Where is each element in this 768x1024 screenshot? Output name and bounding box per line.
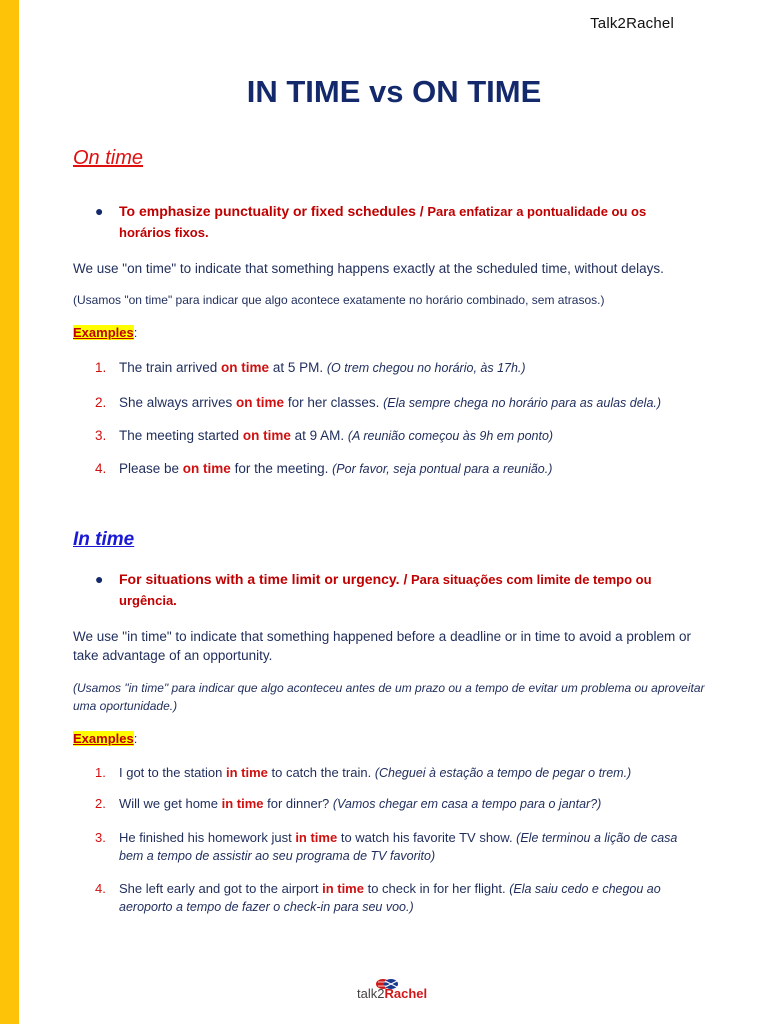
example-text: He finished his homework just — [119, 830, 296, 845]
example-translation: (O trem chegou no horário, às 17h.) — [326, 361, 526, 375]
bullet-translation: Para situações com limite de tempo ou urgência. — [119, 572, 652, 608]
list-item — [95, 880, 705, 916]
footer-logo — [357, 978, 437, 1008]
example-text: at 5 PM. — [269, 360, 327, 375]
example-translation: (Vamos chegar em casa a tempo para o jantar?) — [332, 797, 602, 811]
list-number: 1. — [95, 360, 107, 375]
list-number: 2. — [95, 395, 107, 410]
example-keyword: on time — [182, 461, 231, 476]
list-number: 3. — [95, 830, 106, 845]
list-item — [95, 460, 705, 478]
list-item — [95, 359, 705, 377]
list-item — [95, 394, 705, 412]
example-text: to catch the train. — [267, 765, 375, 780]
examples-label-in-time: Examples: — [73, 731, 138, 746]
bullet-translation: Para enfatizar a pontualidade ou os horários fixos. — [119, 204, 647, 240]
list-item — [95, 427, 705, 445]
example-translation: (Por favor, seja pontual para a reunião.) — [332, 462, 553, 476]
example-text: The meeting started — [119, 428, 243, 443]
example-text: Will we get home — [119, 796, 222, 811]
example-keyword: on time — [236, 395, 285, 410]
examples-label-on-time: Examples: — [73, 325, 138, 340]
list-number: 2. — [95, 796, 106, 811]
example-text: I got to the station — [119, 765, 226, 780]
example-text: The train arrived — [119, 360, 222, 375]
logo-text-part1: talk2 — [357, 986, 385, 1001]
example-text: She always arrives — [119, 395, 237, 410]
bullet-dot-icon: ● — [95, 571, 104, 587]
list-item — [95, 829, 705, 865]
brand-header: Talk2Rachel — [590, 15, 674, 32]
bullet-dot-icon: ● — [95, 203, 104, 219]
example-keyword: on time — [221, 360, 270, 375]
bullet-main-text: For situations with a time limit or urgency. / — [119, 571, 408, 587]
example-text: for dinner? — [263, 796, 333, 811]
accent-side-bar — [0, 0, 19, 1024]
example-keyword: in time — [221, 796, 264, 811]
bullet-in-time — [95, 569, 695, 611]
list-number: 1. — [95, 765, 106, 780]
section-heading-in-time: In time — [73, 529, 135, 550]
list-item — [95, 795, 705, 813]
section-heading-on-time: On time — [73, 147, 144, 169]
example-text: She left early and got to the airport — [119, 881, 323, 896]
example-translation: (Ele terminou a lição de casa bem a tempo de assistir ao seu programa de TV favorito) — [119, 831, 678, 863]
example-text: to check in for her flight. — [363, 881, 510, 896]
example-keyword: in time — [225, 765, 268, 780]
example-keyword: in time — [295, 830, 338, 845]
translation-in-time: (Usamos "in time" para indicar que algo aconteceu antes de um prazo ou a tempo de evitar um problema ou aproveitar uma oportunidade.) — [73, 681, 705, 713]
bullet-on-time — [95, 201, 695, 243]
explanation-on-time: We use "on time" to indicate that something happens exactly at the scheduled time, without delays. — [73, 261, 664, 276]
example-text: to watch his favorite TV show. — [337, 830, 517, 845]
example-text: Please be — [119, 461, 183, 476]
example-keyword: in time — [322, 881, 364, 896]
list-number: 4. — [95, 461, 107, 476]
bullet-main-text: To emphasize punctuality or fixed schedules / — [119, 203, 424, 219]
explanation-in-time: We use "in time" to indicate that something happened before a deadline or in time to avoid a problem or take advantage of an opportunity. — [73, 629, 691, 663]
example-text: at 9 AM. — [290, 428, 348, 443]
list-item — [95, 764, 705, 782]
example-translation: (Ela sempre chega no horário para as aulas dela.) — [383, 396, 662, 410]
list-number: 3. — [95, 428, 107, 443]
examples-highlight: Examples — [73, 731, 134, 746]
examples-highlight: Examples — [73, 325, 134, 340]
example-text: for her classes. — [284, 395, 384, 410]
example-translation: (A reunião começou às 9h em ponto) — [347, 429, 554, 443]
page-title: IN TIME vs ON TIME — [246, 74, 542, 109]
example-translation: (Ela saiu cedo e chegou ao aeroporto a tempo de fazer o check-in para seu voo.) — [119, 882, 661, 914]
example-translation: (Cheguei à estação a tempo de pegar o trem.) — [374, 766, 632, 780]
example-text: for the meeting. — [230, 461, 333, 476]
example-keyword: on time — [242, 428, 291, 443]
translation-on-time: (Usamos "on time" para indicar que algo acontece exatamente no horário combinado, sem atrasos.) — [73, 293, 605, 307]
list-number: 4. — [95, 881, 106, 896]
logo-text-part2: Rachel — [384, 986, 428, 1001]
